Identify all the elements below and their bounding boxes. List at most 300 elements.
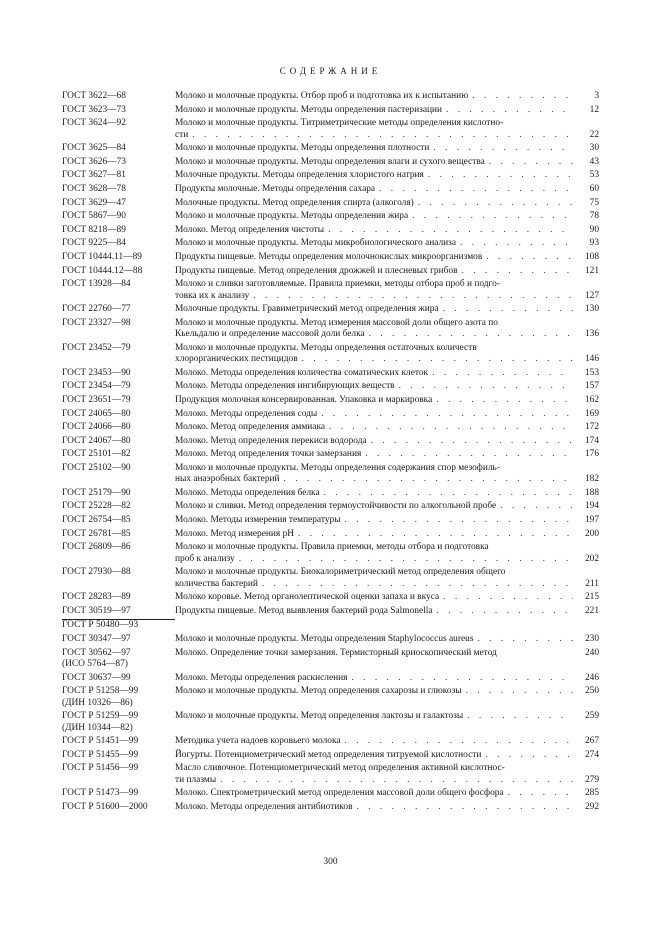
entry-last-line xyxy=(175,474,599,485)
toc-entry xyxy=(175,143,599,154)
dot-leader xyxy=(365,449,573,460)
entry-line xyxy=(175,711,599,722)
standard-code xyxy=(62,304,175,315)
dot-leader xyxy=(357,802,574,813)
entry-line xyxy=(175,381,599,392)
toc-row xyxy=(62,105,599,116)
entry-title-line: Молоко и молочные продукты. Титриметрические методы определения кислотно- xyxy=(175,118,504,129)
entry-title-continuation: сти xyxy=(175,129,189,140)
standard-code-line: ГОСТ 23452—79 xyxy=(62,342,131,353)
standard-code xyxy=(62,648,175,671)
standard-code-line: ГОСТ 10444.12—88 xyxy=(62,265,143,276)
dot-leader xyxy=(418,198,573,209)
standard-code xyxy=(62,763,175,774)
page-ref: 211 xyxy=(585,578,599,589)
dot-leader xyxy=(371,436,573,447)
toc-row xyxy=(62,143,599,154)
dot-leader xyxy=(324,488,573,499)
entry-title: Молоко. Методы определения ингибирующих веществ xyxy=(175,381,395,392)
dot-leader xyxy=(328,225,573,236)
page-ref: 202 xyxy=(584,553,599,564)
entry-line xyxy=(175,225,599,236)
page-ref: 153 xyxy=(584,367,599,378)
standard-code-line: ГОСТ 3625—84 xyxy=(62,143,126,154)
toc-row xyxy=(62,198,599,209)
dot-leader xyxy=(298,529,573,540)
entry-line xyxy=(175,802,599,813)
toc-entry xyxy=(175,105,599,116)
toc-entry xyxy=(175,634,599,645)
toc-entry xyxy=(175,788,599,799)
toc-entry xyxy=(175,279,599,302)
toc-entry xyxy=(175,211,599,222)
standard-code-line: ГОСТ 23327—98 xyxy=(62,317,131,328)
toc-row xyxy=(62,318,599,341)
standard-code-line: ГОСТ 23651—79 xyxy=(62,394,131,405)
entry-line xyxy=(175,788,599,799)
dot-leader xyxy=(399,381,573,392)
page-ref: 22 xyxy=(589,129,599,140)
entry-title: Молоко и молочные продукты. Методы микробиологического анализа xyxy=(175,238,457,249)
standard-code xyxy=(62,318,175,329)
entry-title: Йогурты. Потенциометрический метод определения титруемой кислотности xyxy=(175,749,482,760)
entry-line xyxy=(175,238,599,249)
toc-row xyxy=(62,463,599,486)
page-ref: 194 xyxy=(584,501,599,512)
dot-leader xyxy=(220,775,573,786)
toc-row xyxy=(62,501,599,512)
toc-entry xyxy=(175,802,599,813)
page-ref: 60 xyxy=(589,183,599,194)
page-ref: 240 xyxy=(584,647,599,658)
entry-line xyxy=(175,395,599,406)
page-ref: 43 xyxy=(589,156,599,167)
standard-code xyxy=(62,592,175,603)
page-ref: 127 xyxy=(584,290,599,301)
toc-row xyxy=(62,252,599,263)
dot-leader xyxy=(477,634,573,645)
standard-code-line: ГОСТ Р 51258—99 xyxy=(62,686,139,697)
toc-entry xyxy=(175,529,599,540)
entry-line xyxy=(175,368,599,379)
dot-leader xyxy=(302,354,573,365)
entry-title: Методика учета надоев коровьего молока xyxy=(175,736,341,747)
page-ref: 172 xyxy=(584,422,599,433)
entry-title: Молоко. Метод определения перекиси водорода xyxy=(175,435,367,446)
entry-title: Молоко. Методы определения количества соматических клеток xyxy=(175,367,429,378)
toc-row xyxy=(62,736,599,747)
entry-title: Молоко и молочные продукты. Методы определения Staphylococcus aureus xyxy=(175,634,474,645)
toc-entry xyxy=(175,266,599,277)
table-of-contents xyxy=(62,91,599,816)
toc-row xyxy=(62,711,599,734)
toc-entry xyxy=(175,381,599,392)
entry-title-line: Молоко и молочные продукты. Методы определения содержания спор мезофиль- xyxy=(175,462,500,473)
page-title: СОДЕРЖАНИЕ xyxy=(279,66,382,76)
entry-title-continuation: товка их к анализу xyxy=(175,290,250,301)
entry-line xyxy=(175,592,599,603)
standard-code xyxy=(62,211,175,222)
standard-code-line: ГОСТ 9225—84 xyxy=(62,238,126,249)
toc-row xyxy=(62,184,599,195)
standard-code xyxy=(62,252,175,263)
entry-title: Молоко. Спектрометрический метод определения массовой доли общего фосфора xyxy=(175,788,504,799)
page-ref: 174 xyxy=(584,435,599,446)
toc-row xyxy=(62,266,599,277)
dot-leader xyxy=(433,143,573,154)
dot-leader xyxy=(436,395,573,406)
standard-code-line: ГОСТ 24065—80 xyxy=(62,408,131,419)
standard-code-line: ГОСТ Р 51456—99 xyxy=(62,763,139,774)
toc-row xyxy=(62,436,599,447)
page-ref: 250 xyxy=(584,686,599,697)
entry-line xyxy=(175,105,599,116)
toc-row xyxy=(62,211,599,222)
page-ref: 188 xyxy=(584,487,599,498)
entry-last-line xyxy=(175,329,599,340)
entry-title: Продукты пищевые. Метод определения дрожжей и плесневых грибов xyxy=(175,265,458,276)
toc-entry xyxy=(175,488,599,499)
page-ref: 162 xyxy=(584,394,599,405)
standard-code-line: ГОСТ Р 51455—99 xyxy=(62,749,139,760)
standard-code-line: ГОСТ 24067—80 xyxy=(62,435,131,446)
entry-title-continuation: ных анаэробных бактерий xyxy=(175,474,280,485)
standard-code-line: ГОСТ 3627—81 xyxy=(62,170,126,181)
dot-leader xyxy=(508,788,573,799)
toc-row xyxy=(62,673,599,684)
standard-code xyxy=(62,266,175,277)
dot-leader xyxy=(466,686,573,697)
standard-code xyxy=(62,170,175,181)
toc-row xyxy=(62,488,599,499)
standard-code xyxy=(62,686,175,709)
entry-line xyxy=(175,449,599,460)
dot-leader xyxy=(472,91,573,102)
toc-row xyxy=(62,763,599,786)
standard-code xyxy=(62,422,175,433)
entry-last-line xyxy=(175,775,599,786)
toc-row xyxy=(62,368,599,379)
standard-code xyxy=(62,529,175,540)
toc-entry xyxy=(175,673,599,684)
standard-code xyxy=(62,567,175,578)
toc-entry xyxy=(175,449,599,460)
toc-entry xyxy=(175,501,599,512)
standard-code xyxy=(62,143,175,154)
toc-entry xyxy=(175,225,599,236)
page-ref: 121 xyxy=(584,265,599,276)
entry-line xyxy=(175,252,599,263)
standard-code-line: ГОСТ 13928—84 xyxy=(62,279,131,290)
toc-entry xyxy=(175,515,599,526)
entry-title: Молоко. Метод определения точки замерзания xyxy=(175,449,362,460)
toc-row xyxy=(62,788,599,799)
page-ref: 274 xyxy=(584,749,599,760)
entry-last-line xyxy=(175,554,599,565)
page-ref: 93 xyxy=(589,238,599,249)
standard-code-line: ГОСТ 22760—77 xyxy=(62,304,131,315)
standard-code-line: ГОСТ 26809—86 xyxy=(62,542,131,553)
standard-code xyxy=(62,606,175,617)
page-number: 300 xyxy=(323,857,338,867)
page-ref: 78 xyxy=(589,211,599,222)
entry-title-line: Масло сливочное. Потенциометрический метод определения активной кислотнос- xyxy=(175,763,505,774)
toc-row xyxy=(62,686,599,709)
standard-code-line: ГОСТ 26781—85 xyxy=(62,528,131,539)
entry-title: Молоко и молочные продукты. Метод определения лактозы и галактозы xyxy=(175,711,464,722)
page-ref: 75 xyxy=(589,197,599,208)
page-ref: 197 xyxy=(584,515,599,526)
entry-last-line xyxy=(175,291,599,302)
standard-code xyxy=(62,802,175,813)
page-ref: 108 xyxy=(584,251,599,262)
toc-entry xyxy=(175,711,599,722)
entry-title: Молоко. Определение точки замерзания. Термисторный криоскопический метод xyxy=(175,647,497,658)
dot-leader xyxy=(443,304,573,315)
standard-code-line: ГОСТ 3629—47 xyxy=(62,197,126,208)
standard-code-line: ГОСТ Р 51600—2000 xyxy=(62,802,148,812)
standard-code xyxy=(62,395,175,406)
entry-line xyxy=(175,211,599,222)
standard-code-line: ГОСТ 23453—90 xyxy=(62,367,131,378)
standard-code xyxy=(62,198,175,209)
page-ref: 136 xyxy=(584,329,599,340)
entry-title-continuation: хлорорганических пестицидов xyxy=(175,354,298,365)
standard-code xyxy=(62,225,175,236)
entry-title: Продукты молочные. Методы определения сахара xyxy=(175,183,376,194)
page-ref: 3 xyxy=(594,91,599,101)
toc-row xyxy=(62,409,599,420)
toc-entry xyxy=(175,343,599,366)
entry-title: Молоко коровье. Метод органолептической оценки запаха и вкуса xyxy=(175,592,440,603)
standard-code-line: ГОСТ Р 51451—99 xyxy=(62,736,139,747)
entry-line xyxy=(175,422,599,433)
entry-line xyxy=(175,91,599,102)
dot-leader xyxy=(486,252,573,263)
toc-entry xyxy=(175,736,599,747)
standard-code-line: ГОСТ 26754—85 xyxy=(62,515,131,526)
dot-leader xyxy=(500,501,573,512)
standard-code-line: ГОСТ 30562—97 xyxy=(62,647,131,658)
entry-line xyxy=(175,529,599,540)
standard-code-line: (ДИН 10344—82) xyxy=(62,722,133,733)
toc-entry xyxy=(175,422,599,433)
toc-entry xyxy=(175,252,599,263)
entry-title: Молоко и сливки. Метод определения термоустойчивости по алкогольной пробе xyxy=(175,501,497,512)
dot-leader xyxy=(379,184,573,195)
toc-row xyxy=(62,170,599,181)
standard-code xyxy=(62,542,175,553)
standard-code-line: ГОСТ Р 50480—93 xyxy=(62,619,175,631)
standard-code xyxy=(62,488,175,499)
entry-line xyxy=(175,501,599,512)
standard-code-line: ГОСТ 24066—80 xyxy=(62,422,131,433)
page-ref: 230 xyxy=(584,634,599,645)
page-ref: 146 xyxy=(584,354,599,365)
page-ref: 176 xyxy=(584,449,599,460)
page-ref: 292 xyxy=(584,802,599,812)
entry-line xyxy=(175,488,599,499)
standard-code xyxy=(62,736,175,747)
toc-row xyxy=(62,449,599,460)
toc-row xyxy=(62,619,599,631)
toc-row xyxy=(62,542,599,565)
dot-leader xyxy=(462,266,573,277)
standard-code-line: (ИСО 5764—87) xyxy=(62,659,128,670)
entry-line xyxy=(175,409,599,420)
entry-title-continuation: количества бактерий xyxy=(175,578,258,589)
dot-leader xyxy=(329,422,573,433)
standard-code xyxy=(62,501,175,512)
toc-row xyxy=(62,279,599,302)
dot-leader xyxy=(443,592,573,603)
dot-leader xyxy=(467,711,573,722)
entry-title: Молоко и молочные продукты. Методы определения влаги и сухого вещества xyxy=(175,156,485,167)
standard-code-line: ГОСТ Р 51473—99 xyxy=(62,788,139,799)
toc-row xyxy=(62,750,599,761)
dot-leader xyxy=(345,515,573,526)
standard-code xyxy=(62,105,175,116)
page-ref: 53 xyxy=(589,170,599,181)
dot-leader xyxy=(369,329,573,340)
dot-leader xyxy=(446,105,573,116)
toc-entry xyxy=(175,409,599,420)
page-ref: 246 xyxy=(584,672,599,683)
standard-code xyxy=(62,750,175,761)
entry-title: Молоко. Методы определения соды xyxy=(175,408,318,419)
toc-entry xyxy=(175,238,599,249)
standard-code xyxy=(62,515,175,526)
standard-code xyxy=(62,238,175,249)
standard-code-line: ГОСТ 5867—90 xyxy=(62,211,126,222)
toc-row xyxy=(62,606,599,617)
entry-title: Молочные продукты. Метод определения спирта (алкоголя) xyxy=(175,197,414,208)
toc-entry xyxy=(175,750,599,761)
page-ref: 157 xyxy=(584,381,599,392)
entry-line xyxy=(175,686,599,697)
toc-entry xyxy=(175,606,599,617)
page-ref: 182 xyxy=(584,474,599,485)
toc-row xyxy=(62,529,599,540)
standard-code xyxy=(62,279,175,290)
toc-row xyxy=(62,515,599,526)
dot-leader xyxy=(412,211,573,222)
entry-last-line xyxy=(175,354,599,365)
entry-line xyxy=(175,184,599,195)
standard-code-line: ГОСТ Р 51259—99 xyxy=(62,711,139,722)
entry-title: Молоко. Метод определения аммиака xyxy=(175,422,326,433)
standard-code-line: ГОСТ 3623—73 xyxy=(62,104,126,115)
toc-row xyxy=(62,157,599,168)
standard-code xyxy=(62,368,175,379)
entry-title: Молоко. Методы определения антибиотиков xyxy=(175,802,353,812)
standard-code xyxy=(62,184,175,195)
toc-entry xyxy=(175,304,599,315)
toc-row xyxy=(62,304,599,315)
standard-code xyxy=(62,436,175,447)
standard-code xyxy=(62,619,175,631)
entry-line xyxy=(175,750,599,761)
entry-title: Молоко и молочные продукты. Методы определения жира xyxy=(175,211,409,222)
toc-entry xyxy=(175,157,599,168)
standard-code xyxy=(62,463,175,474)
entry-title: Молоко и молочные продукты. Отбор проб и подготовка их к испытанию xyxy=(175,91,469,101)
dot-leader xyxy=(253,291,573,302)
toc-entry xyxy=(175,318,599,341)
entry-line xyxy=(175,648,599,659)
toc-entry xyxy=(175,436,599,447)
toc-entry xyxy=(175,648,599,659)
standard-code xyxy=(62,343,175,354)
standard-code-line: ГОСТ 3626—73 xyxy=(62,156,126,167)
toc-row xyxy=(62,238,599,249)
entry-title: Молоко и молочные продукты. Методы определения плотности xyxy=(175,143,430,154)
dot-leader xyxy=(460,238,573,249)
toc-entry xyxy=(175,542,599,565)
page-ref: 221 xyxy=(584,605,599,616)
entry-title: Молоко и молочные продукты. Методы определения пастеризации xyxy=(175,104,443,115)
entry-title-continuation: Кьельдалю и определение массовой доли белка xyxy=(175,329,365,340)
dot-leader xyxy=(489,157,573,168)
page-ref: 30 xyxy=(589,143,599,154)
entry-title: Молоко. Методы определения белка xyxy=(175,487,320,498)
dot-leader xyxy=(485,750,573,761)
toc-row xyxy=(62,395,599,406)
page-ref: 169 xyxy=(584,408,599,419)
standard-code-line: ГОСТ 25102—90 xyxy=(62,462,131,473)
entry-line xyxy=(175,436,599,447)
entry-line xyxy=(175,266,599,277)
dot-leader xyxy=(239,554,573,565)
standard-code-line: (ДИН 10326—86) xyxy=(62,697,133,708)
standard-code-line: ГОСТ 23454—79 xyxy=(62,381,131,392)
toc-row xyxy=(62,592,599,603)
entry-line xyxy=(175,515,599,526)
entry-title: Молоко. Методы определения раскисления xyxy=(175,672,348,683)
page-ref: 200 xyxy=(584,528,599,539)
standard-code-line: ГОСТ 8218—89 xyxy=(62,224,126,235)
entry-title: Продукты пищевые. Методы определения молочнокислых микроорганизмов xyxy=(175,251,483,262)
page-ref: 259 xyxy=(584,711,599,722)
standard-code-line: ГОСТ 28283—89 xyxy=(62,592,131,603)
standard-code xyxy=(62,673,175,684)
entry-title-line: Молоко и молочные продукты. Правила приемки, методы отбора и подготовка xyxy=(175,542,489,553)
entry-line xyxy=(175,198,599,209)
page-ref: 279 xyxy=(584,774,599,785)
toc-entry xyxy=(175,368,599,379)
toc-entry xyxy=(175,567,599,590)
entry-last-line xyxy=(175,130,599,141)
dot-leader xyxy=(262,579,573,590)
toc-entry xyxy=(175,463,599,486)
standard-code-line: ГОСТ 30519—97 xyxy=(62,605,131,616)
standard-code-line: ГОСТ 25228—82 xyxy=(62,501,131,512)
toc-row xyxy=(62,648,599,671)
toc-entry xyxy=(175,184,599,195)
entry-last-line xyxy=(175,579,599,590)
standard-code xyxy=(62,449,175,460)
standard-code-line: ГОСТ 30637—99 xyxy=(62,672,131,683)
toc-entry xyxy=(175,118,599,141)
entry-title: Продукты пищевые. Метод выявления бактерий рода Salmonella xyxy=(175,605,433,616)
entry-title-line: Молоко и молочные продукты. Методы определения остаточных количеств xyxy=(175,342,477,353)
standard-code xyxy=(62,634,175,645)
page-ref: 130 xyxy=(584,304,599,315)
dot-leader xyxy=(192,130,573,141)
entry-line xyxy=(175,143,599,154)
standard-code xyxy=(62,157,175,168)
toc-row xyxy=(62,343,599,366)
